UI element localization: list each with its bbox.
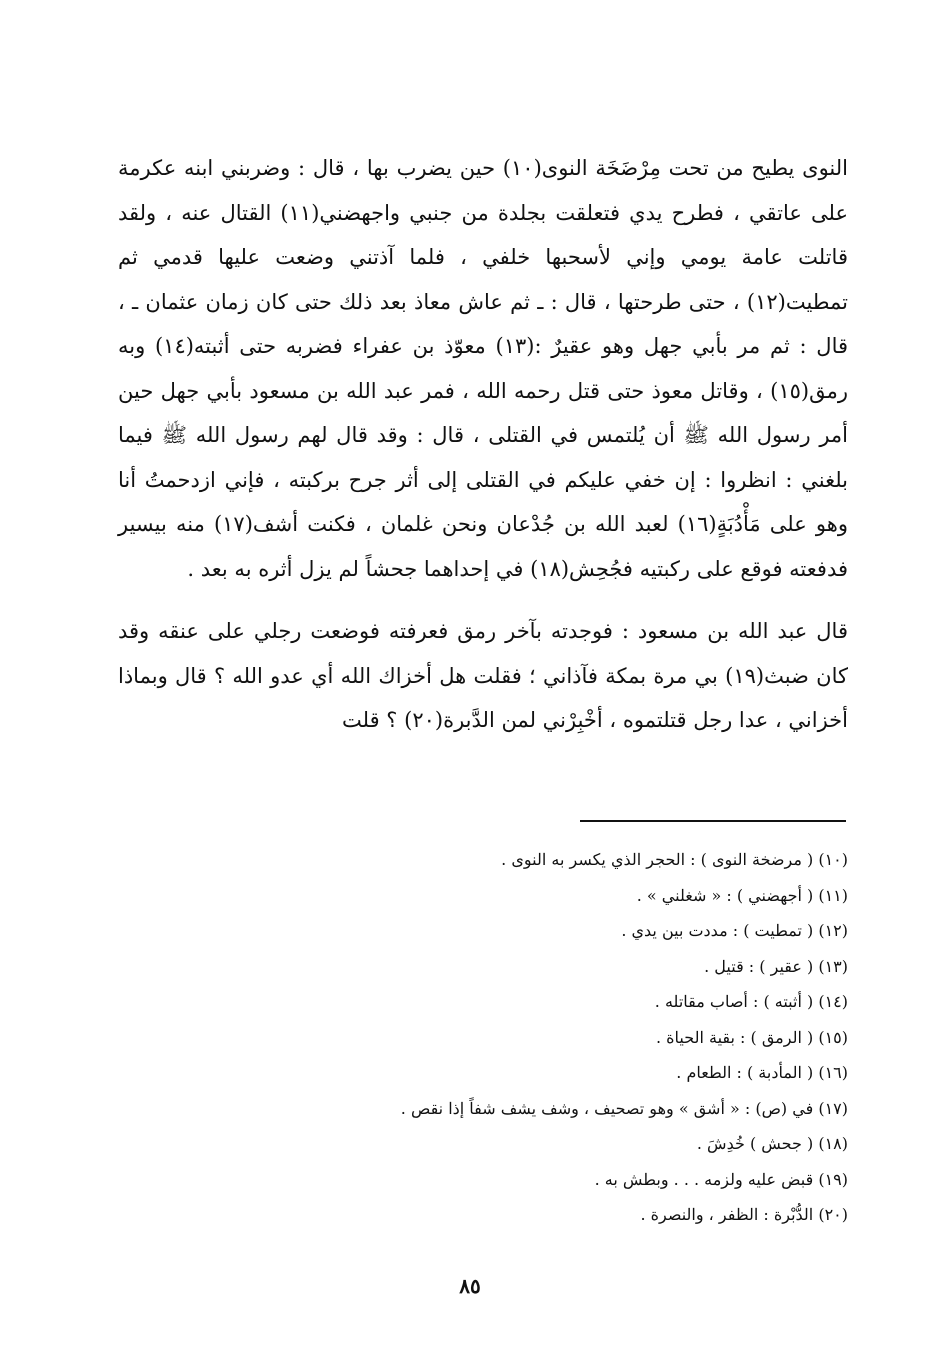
footnote-17: (١٧) في (ص) : « أشق » وهو تصحيف ، وشف يشف شفاً إذا نقص . bbox=[400, 1098, 848, 1118]
main-text bbox=[118, 146, 848, 743]
footnote-16: (١٦) ( المأدبة ) : الطعام . bbox=[676, 1063, 848, 1082]
footnote-15: (١٥) ( الرمق ) : بقية الحياة . bbox=[656, 1027, 848, 1047]
page-number: ٨٥ bbox=[459, 1274, 481, 1298]
footnote-11: (١١) ( أجهضني ) : « شغلني » . bbox=[636, 885, 848, 905]
footnote-divider bbox=[580, 820, 846, 822]
paragraph-2: قال عبد الله بن مسعود : فوجدته بآخر رمق فعرفته فوضعت رجلي على عنقه وقد كان ضبث(١٩) بي مرة بمكة فآذاني ؛ فقلت هل أخزاك الله أي عدو الله ؟ قال وبماذا أخزاني ، عدا رجل قتلتموه ، أخْبِرْني لمن الدَّبرة(٢٠) ؟ قلت bbox=[118, 619, 848, 732]
footnote-12: (١٢) ( تمطيت ) : مددت بين يدي . bbox=[621, 921, 848, 940]
paragraph-1: النوى يطيح من تحت مِرْضَخَة النوى(١٠) حين يضرب بها ، قال : وضربني ابنه عكرمة على عاتقي ، فطرح يدي فتعلقت بجلدة من جنبي واجهضني(١١) القتال عنه ، ولقد قاتلت عامة يومي وإني لأسحبها خلفي ، فلما آذتني وضعت عليها قدمي ثم تمطيت(١٢) ، حتى طرحتها ، قال : ـ ثم عاش معاذ بعد ذلك حتى كان زمان عثمان ـ ، قال : ثم مر بأبي جهل وهو عقيرٌ :(١٣) معوّذ بن عفراء فضربه حتى أثبته(١٤) وبه رمق(١٥) ، وقاتل معوذ حتى قتل رحمه الله ، فمر عبد الله بن مسعود بأبي جهل حين أمر رسول الله ﷺ أن يُلتمس في القتلى ، قال : وقد قال لهم رسول الله ﷺ فيما بلغني : انظروا : إن خفي عليكم في القتلى إلى أثر جرح بركبته ، فإني ازدحمتُ أنا وهو على مَأْدُبَةٍ(١٦) لعبد الله بن جُدْعان ونحن غلمان ، فكنت أشف(١٧) منه بيسير فدفعته فوقع على ركبتيه فجُحِش(١٨) في إحداهما جحشاً لم يزل أثره به بعد . bbox=[118, 156, 849, 581]
footnote-20: (٢٠) الدُّبْرة : الظفر ، والنصرة . bbox=[640, 1205, 848, 1224]
footnotes bbox=[300, 842, 848, 1233]
footnote-18: (١٨) ( جحش ) خُدِشَ . bbox=[696, 1134, 848, 1153]
footnote-13: (١٣) ( عقير ) : قتيل . bbox=[704, 956, 848, 976]
footnote-19: (١٩) قبض عليه ولزمه . . . وبطش به . bbox=[594, 1169, 848, 1189]
footnote-10: (١٠) ( مرضخة النوى ) : الحجر الذي يكسر به النوى . bbox=[501, 850, 848, 869]
footnote-14: (١٤) ( أثبته ) : أصاب مقاتله . bbox=[654, 992, 848, 1011]
